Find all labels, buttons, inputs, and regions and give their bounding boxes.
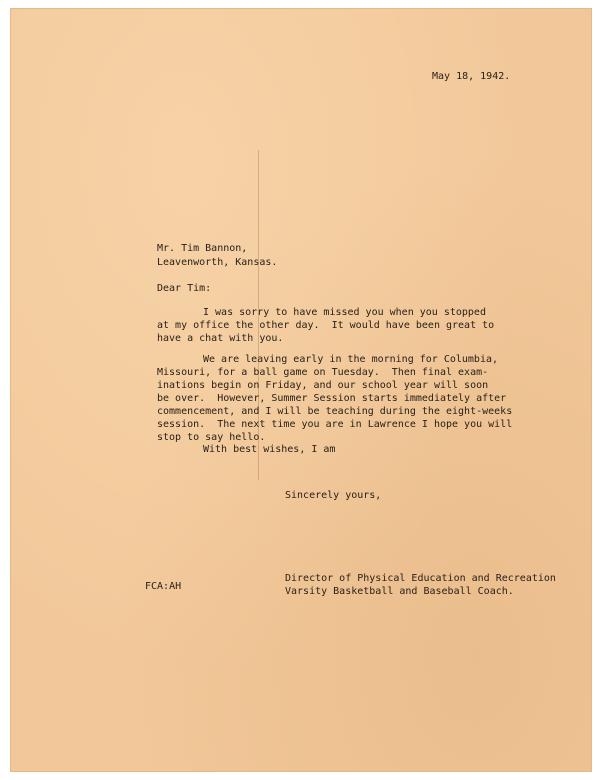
signature-title-line-1: Director of Physical Education and Recreation [285, 573, 556, 584]
paragraph-line: be over. However, Summer Session starts immediately after [157, 393, 507, 404]
salutation: Dear Tim: [157, 283, 212, 294]
paragraph-line: stop to say hello. [157, 432, 266, 443]
complimentary-close: Sincerely yours, [285, 490, 382, 501]
paragraph-line: commencement, and I will be teaching during the eight-weeks [157, 406, 513, 417]
recipient-name: Mr. Tim Bannon, [157, 243, 248, 254]
paragraph-line: have a chat with you. [157, 333, 284, 344]
reference-initials: FCA:AH [145, 581, 182, 592]
recipient-city: Leavenworth, Kansas. [157, 257, 278, 268]
paragraph-line: session. The next time you are in Lawrence I hope you will [157, 419, 513, 430]
paragraph-line: Missouri, for a ball game on Tuesday. Then final exam- [157, 367, 489, 378]
signature-title-line-2: Varsity Basketball and Baseball Coach. [285, 586, 514, 597]
paragraph-line: at my office the other day. It would have been great to [157, 320, 495, 331]
letter-date: May 18, 1942. [432, 71, 511, 82]
paragraph-line: I was sorry to have missed you when you stopped [203, 307, 486, 318]
closing-line: With best wishes, I am [203, 444, 336, 455]
paragraph-line: We are leaving early in the morning for Columbia, [203, 354, 499, 365]
paragraph-line: inations begin on Friday, and our school year will soon [157, 380, 489, 391]
